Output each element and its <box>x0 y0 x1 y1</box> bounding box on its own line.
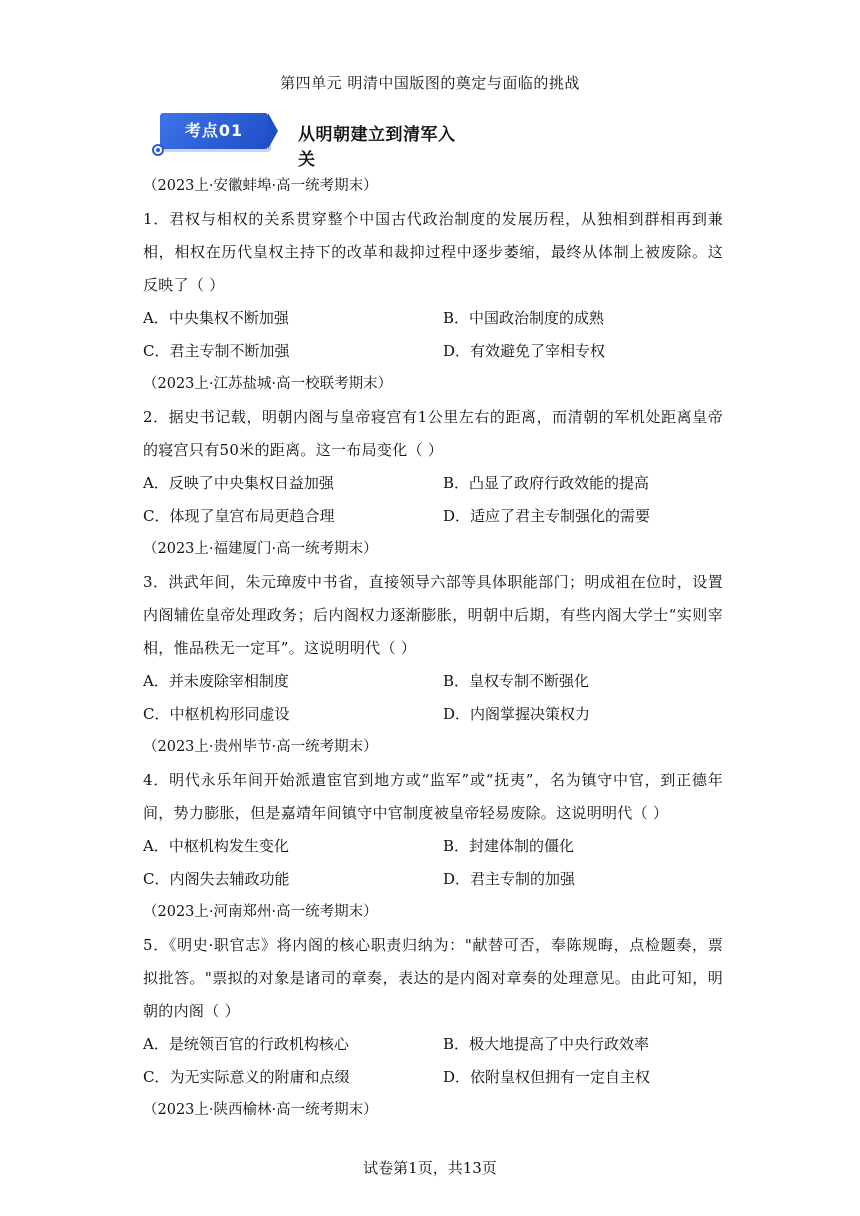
badge-arrow-icon <box>268 113 278 149</box>
option-d: D．君主专制的加强 <box>443 870 576 888</box>
question-source: （2023上·贵州毕节·高一统考期末） <box>143 739 378 755</box>
question-4 <box>143 731 723 896</box>
option-c: C．内阁失去辅政功能 <box>143 870 290 888</box>
question-3 <box>143 533 723 731</box>
option-a: A．是统领百官的行政机构核心 <box>143 1035 349 1053</box>
option-b: B．皇权专制不断强化 <box>443 672 590 690</box>
question-list <box>143 170 723 1127</box>
option-b: B．极大地提高了中央行政效率 <box>443 1035 650 1053</box>
question-options <box>143 830 723 896</box>
option-d: D．适应了君主专制强化的需要 <box>443 507 651 525</box>
option-c: C．君主专制不断加强 <box>143 342 290 360</box>
question-options <box>143 302 723 368</box>
question-stem: 4．明代永乐年间开始派遣宦官到地方或“监军”或“抚夷”，名为镇守中官，到正德年间，势力膨胀，但是嘉靖年间镇守中官制度被皇帝轻易废除。这说明明代（ ） <box>143 771 723 822</box>
option-d: D．内阁掌握决策权力 <box>443 705 591 723</box>
option-b: B．凸显了政府行政效能的提高 <box>443 474 650 492</box>
question-source: （2023上·福建厦门·高一统考期末） <box>143 541 378 557</box>
option-a: A．反映了中央集权日益加强 <box>143 474 334 492</box>
question-stem: 5．《明史·职官志》将内阁的核心职责归纳为："献替可否，奉陈规晦，点检题奏，票拟批答。"票拟的对象是诸司的章奏，表达的是内阁对章奏的处理意见。由此可知，明朝的内阁（ ） <box>143 936 723 1020</box>
question-source: （2023上·安徽蚌埠·高一统考期末） <box>143 178 378 194</box>
option-d: D．依附皇权但拥有一定自主权 <box>443 1068 651 1086</box>
badge-dot-icon <box>152 144 164 156</box>
question-stem: 3．洪武年间，朱元璋废中书省，直接领导六部等具体职能部门；明成祖在位时，设置内阁辅佐皇帝处理政务；后内阁权力逐渐膨胀，明朝中后期，有些内阁大学士“实则宰相，惟品秩无一定耳”。这说明明代（ ） <box>143 573 723 657</box>
question-stem: 2．据史书记载，明朝内阁与皇帝寝宫有1公里左右的距离，而清朝的军机处距离皇帝的寝宫只有50米的距离。这一布局变化（ ） <box>143 408 723 459</box>
topic-title: 从明朝建立到清军入关 <box>298 125 456 170</box>
option-b: B．封建体制的僵化 <box>443 837 575 855</box>
question-source: （2023上·江苏盐城·高一校联考期末） <box>143 376 393 392</box>
option-c: C．为无实际意义的附庸和点缀 <box>143 1068 350 1086</box>
question-options <box>143 1028 723 1094</box>
option-c: C．体现了皇宫布局更趋合理 <box>143 507 335 525</box>
option-a: A．中央集权不断加强 <box>143 309 289 327</box>
question-source: （2023上·河南郑州·高一统考期末） <box>143 904 378 920</box>
question-options <box>143 665 723 731</box>
topic-banner <box>150 110 460 170</box>
question-5 <box>143 896 723 1094</box>
question-options <box>143 467 723 533</box>
option-a: A．并未废除宰相制度 <box>143 672 289 690</box>
question-2 <box>143 368 723 533</box>
topic-badge: 考点01 <box>160 113 268 149</box>
question-1 <box>143 170 723 368</box>
page-header: 第四单元 明清中国版图的奠定与面临的挑战 <box>280 74 580 92</box>
question-source: （2023上·陕西榆林·高一统考期末） <box>143 1102 378 1118</box>
question-stem: 1．君权与相权的关系贯穿整个中国古代政治制度的发展历程，从独相到群相再到兼相，相权在历代皇权主持下的改革和裁抑过程中逐步萎缩，最终从体制上被废除。这反映了（ ） <box>143 210 723 294</box>
page-footer: 试卷第1页，共13页 <box>363 1159 497 1177</box>
option-b: B．中国政治制度的成熟 <box>443 309 605 327</box>
option-c: C．中枢机构形同虚设 <box>143 705 290 723</box>
option-d: D．有效避免了宰相专权 <box>443 342 606 360</box>
option-a: A．中枢机构发生变化 <box>143 837 289 855</box>
